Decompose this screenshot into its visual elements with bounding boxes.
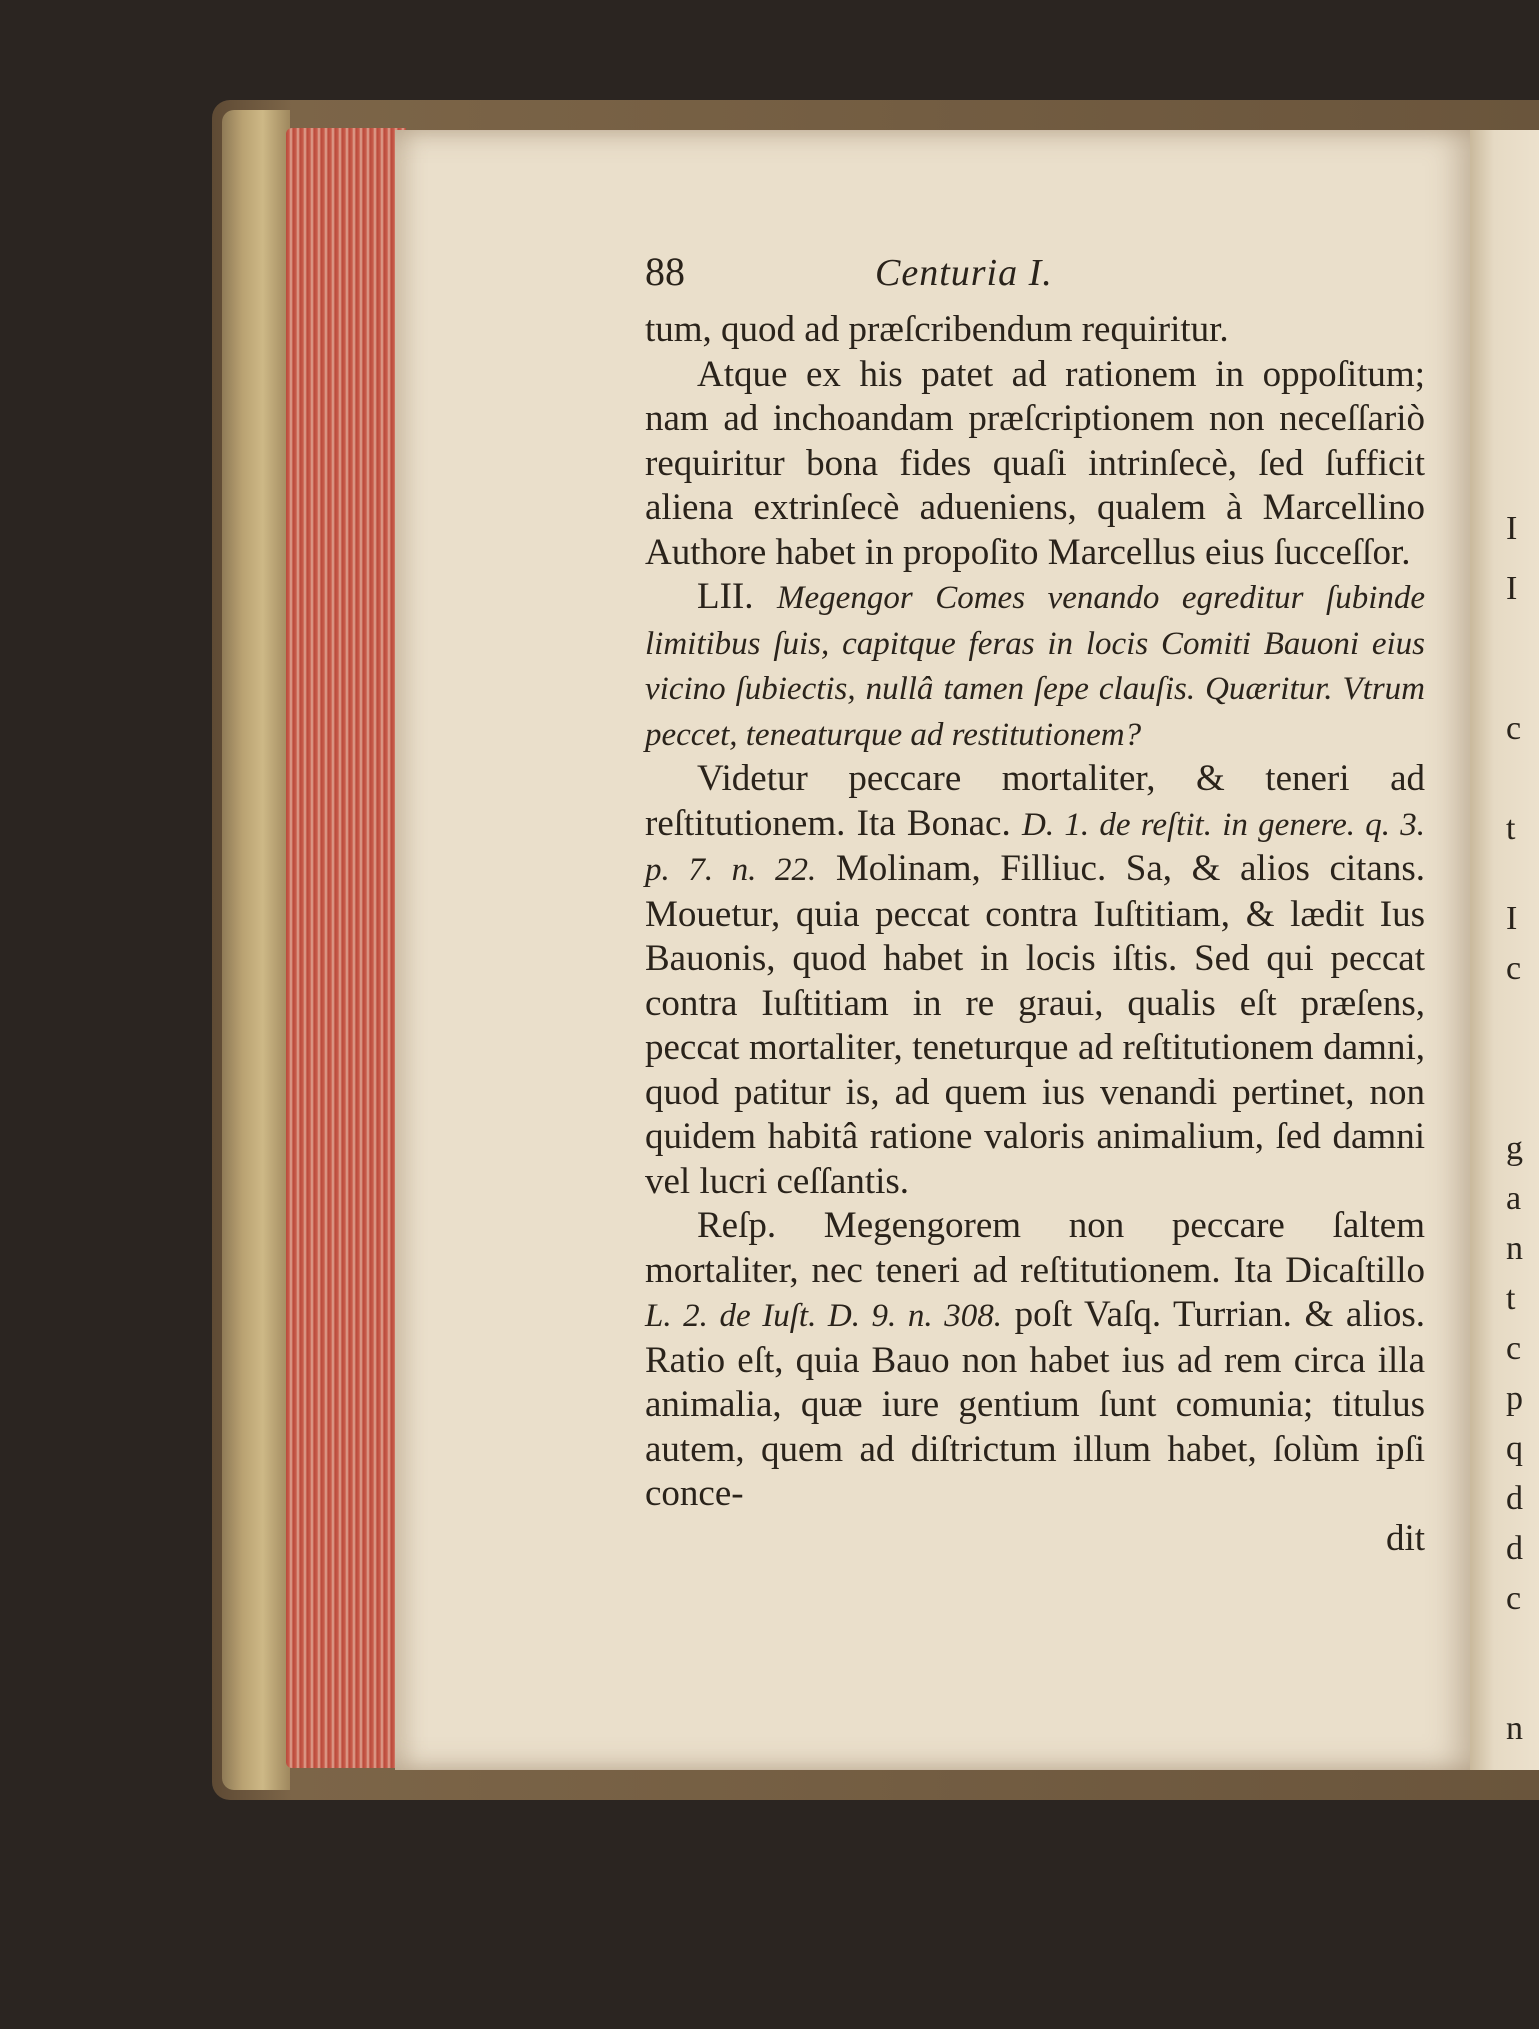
facing-fragment: c: [1506, 1330, 1522, 1367]
facing-fragment: g: [1506, 1130, 1523, 1167]
paragraph: Atque ex his patet ad rationem in oppoſitum; nam ad inchoandam præſcriptionem non neceſſariò requiritur bona fides quaſi intrinſecè, ſed ſufficit aliena extrinſecè adueniens, qualem à Marcellino Authore habet in propoſito Marcellus eius ſucceſſor.: [645, 353, 1425, 573]
facing-fragment: I: [1506, 570, 1518, 607]
paragraph-continuation: tum, quod ad præſcribendum requiritur.: [645, 309, 1229, 350]
paragraph-text: Videtur peccare mortaliter, & teneri ad reſtitutionem. Ita Bonac.: [645, 758, 1425, 844]
catchword: dit: [1385, 1517, 1425, 1559]
facing-fragment: d: [1506, 1480, 1523, 1517]
quaestio-heading: [645, 575, 1425, 757]
facing-fragment: c: [1506, 710, 1522, 747]
facing-page-edge: [1470, 130, 1539, 1770]
paragraph-text: Molinam, Filliuc. Sa, & alios citans. Mouetur, quia peccat contra Iuſtitiam, & lædit Ius Bauonis, quod habet in locis iſtis. Sed qui peccat contra Iuſtitiam in re graui, qualis eſt præſens, peccat mortaliter, teneturque ad reſtitutionem damni, quod patitur is, ad quem ius venandi pertinet, non quidem habitâ ratione valoris animalium, ſed damni vel lucri ceſſantis.: [645, 848, 1426, 1202]
facing-fragment: n: [1506, 1710, 1523, 1747]
quaestio-number: LII.: [697, 576, 754, 617]
facing-fragment: n: [1506, 1230, 1523, 1267]
citation: D. 1. de reſtit. in genere. q. 3. p. 7. n. 22.: [645, 806, 1426, 888]
facing-fragment: c: [1506, 1580, 1522, 1617]
facing-fragment: I: [1506, 510, 1518, 547]
paragraph-text: Reſp. Megengorem non peccare ſaltem mortaliter, nec teneri ad reſtitutionem. Ita Dicaſtillo: [645, 1205, 1425, 1291]
page-header: [645, 250, 1425, 308]
facing-fragment: t: [1506, 810, 1516, 847]
facing-fragment: a: [1506, 1180, 1522, 1217]
facing-fragment: I: [1506, 900, 1518, 937]
citation: L. 2. de Iuſt. D. 9. n. 308.: [645, 1298, 1002, 1334]
paragraph-text: poſt Vaſq. Turrian. & alios. Ratio eſt, quia Bauo non habet ius ad rem circa illa animalia, quæ iure gentium ſunt comunia; titulus autem, quem ad diſtrictum illum habet, ſolùm ipſi conce-: [645, 1294, 1426, 1514]
paragraph: [645, 757, 1425, 1204]
page-edges: [286, 128, 406, 1768]
running-title: Centuria I.: [875, 252, 1053, 294]
facing-fragment: t: [1506, 1280, 1516, 1317]
facing-fragment: p: [1506, 1380, 1523, 1417]
book-spine: [222, 110, 290, 1790]
paragraph: [645, 1204, 1425, 1517]
facing-fragment: c: [1506, 950, 1522, 987]
facing-fragment: q: [1506, 1430, 1523, 1467]
page-text-block: [645, 250, 1425, 1561]
quaestio-text: Megengor Comes venando egreditur ſubinde limitibus ſuis, capitque feras in locis Comiti Bauoni eius vicino ſubiectis, nullâ tamen ſepe clauſis. Quæritur. Vtrum peccet, teneaturque ad restitutionem?: [645, 580, 1426, 753]
page-number: 88: [645, 249, 685, 294]
facing-fragment: d: [1506, 1530, 1523, 1567]
